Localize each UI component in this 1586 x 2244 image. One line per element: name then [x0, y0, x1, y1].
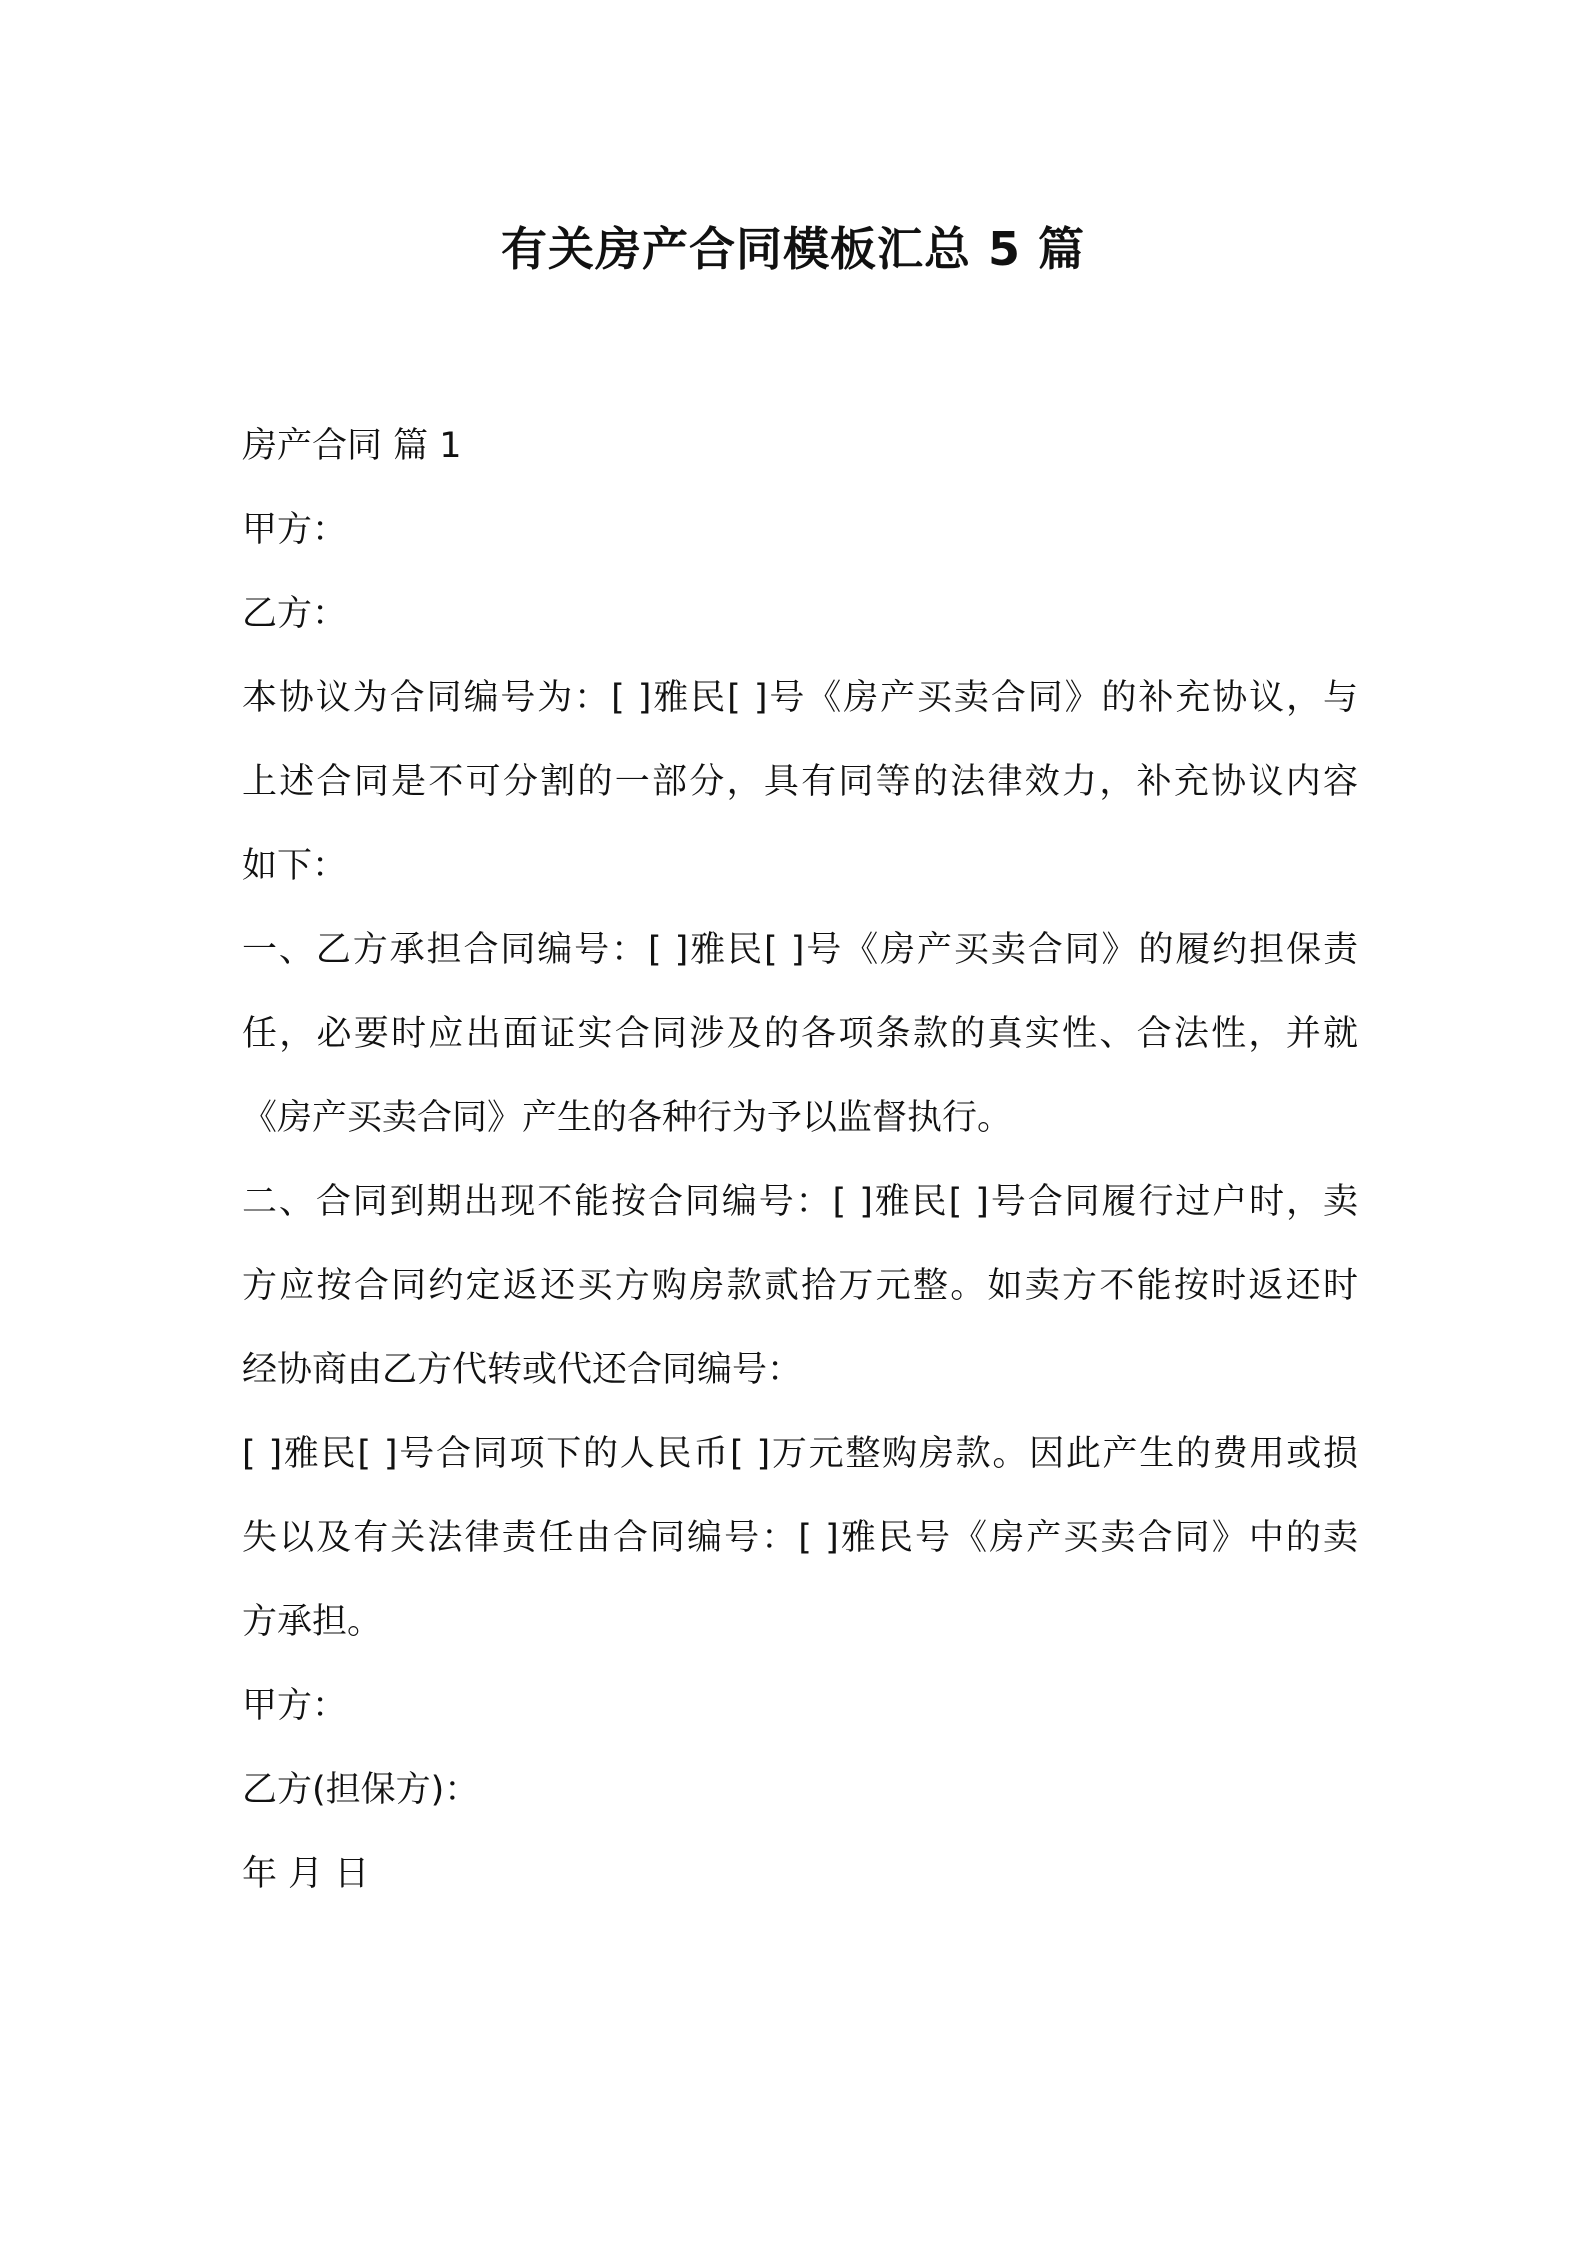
party-a-label: 甲方：	[242, 510, 348, 550]
signature-date: 年 月 日	[242, 1854, 370, 1894]
paragraph-line: 方承担。	[242, 1602, 383, 1642]
document-body	[242, 404, 1358, 1916]
paragraph-line: 《房产买卖合同》产生的各种行为予以监督执行。	[242, 1098, 1013, 1138]
paragraph-line: 本协议为合同编号为：[ ]雅民[ ]号《房产买卖合同》的补充协议，与	[242, 678, 1358, 718]
signature-party-a: 甲方：	[242, 1686, 348, 1726]
paragraph-line: 失以及有关法律责任由合同编号：[ ]雅民号《房产买卖合同》中的卖	[242, 1518, 1358, 1558]
paragraph-line: 方应按合同约定返还买方购房款贰拾万元整。如卖方不能按时返还时	[242, 1266, 1358, 1306]
party-b-label: 乙方：	[242, 594, 348, 634]
paragraph-line: 一、乙方承担合同编号：[ ]雅民[ ]号《房产买卖合同》的履约担保责	[242, 930, 1358, 970]
paragraph-line: 任，必要时应出面证实合同涉及的各项条款的真实性、合法性，并就	[242, 1014, 1358, 1054]
signature-party-b: 乙方(担保方)：	[242, 1770, 480, 1810]
paragraph-line: 上述合同是不可分割的一部分，具有同等的法律效力，补充协议内容	[242, 762, 1358, 802]
paragraph-line: 二、合同到期出现不能按合同编号：[ ]雅民[ ]号合同履行过户时，卖	[242, 1182, 1358, 1222]
section-heading: 房产合同 篇 1	[242, 426, 462, 466]
paragraph-line: [ ]雅民[ ]号合同项下的人民币[ ]万元整购房款。因此产生的费用或损	[242, 1434, 1358, 1474]
paragraph-line: 经协商由乙方代转或代还合同编号：	[242, 1350, 803, 1390]
document-title: 有关房产合同模板汇总 5 篇	[500, 222, 1086, 276]
paragraph-line: 如下：	[242, 846, 348, 886]
